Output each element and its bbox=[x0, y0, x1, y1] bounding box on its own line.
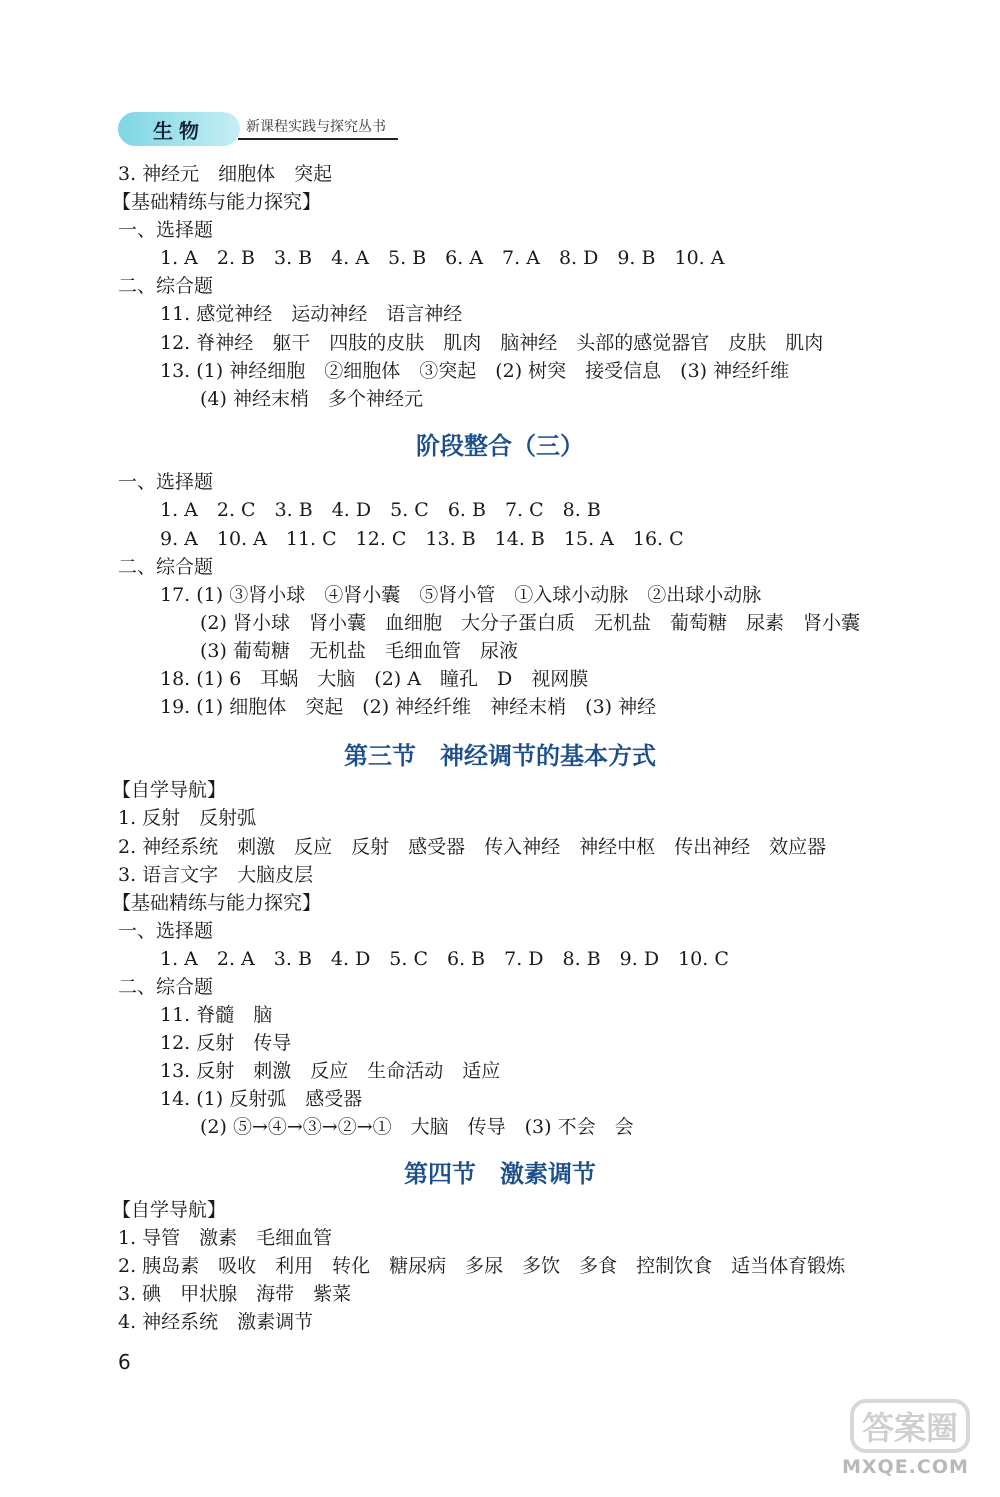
answer-line: 13. 反射 刺激 反应 生命活动 适应 bbox=[160, 1060, 501, 1082]
subject-badge: 生物 bbox=[118, 112, 240, 146]
answer-line: 3. 语言文字 大脑皮层 bbox=[118, 864, 314, 886]
answer-line: (3) 葡萄糖 无机盐 毛细血管 尿液 bbox=[200, 640, 518, 662]
answer-line: (4) 神经末梢 多个神经元 bbox=[200, 388, 423, 410]
answer-line: 17. (1) ③肾小球 ④肾小囊 ⑤肾小管 ①入球小动脉 ②出球小动脉 bbox=[160, 584, 762, 606]
heading-section-4: 第四节 激素调节 bbox=[404, 1160, 596, 1188]
answer-line: 2. 神经系统 刺激 反应 反射 感受器 传入神经 神经中枢 传出神经 效应器 bbox=[118, 836, 827, 858]
question-type: 一、选择题 bbox=[118, 920, 214, 942]
section-label: 【自学导航】 bbox=[112, 1199, 227, 1221]
answer-line: 3. 碘 甲状腺 海带 紫菜 bbox=[118, 1283, 352, 1305]
answer-line: 1. A 2. C 3. B 4. D 5. C 6. B 7. C 8. B bbox=[160, 499, 601, 521]
svg-text:答案圈: 答案圈 bbox=[861, 1409, 959, 1447]
series-title: 新课程实践与探究丛书 bbox=[246, 119, 386, 135]
answer-line: 1. A 2. B 3. B 4. A 5. B 6. A 7. A 8. D 9. B 10. A bbox=[160, 247, 725, 269]
watermark-url: MXQE.COM bbox=[842, 1456, 969, 1478]
answer-line: 19. (1) 细胞体 突起 (2) 神经纤维 神经末梢 (3) 神经 bbox=[160, 696, 657, 718]
answer-line: 3. 神经元 细胞体 突起 bbox=[118, 163, 333, 185]
page-number: 6 bbox=[118, 1350, 131, 1374]
answer-line: 2. 胰岛素 吸收 利用 转化 糖尿病 多尿 多饮 多食 控制饮食 适当体育锻炼 bbox=[118, 1255, 846, 1277]
answer-line: 12. 反射 传导 bbox=[160, 1032, 292, 1054]
answer-line: 9. A 10. A 11. C 12. C 13. B 14. B 15. A 16. C bbox=[160, 528, 684, 550]
question-type: 二、综合题 bbox=[118, 976, 214, 998]
answer-line: 18. (1) 6 耳蜗 大脑 (2) A 瞳孔 D 视网膜 bbox=[160, 668, 589, 690]
question-type: 二、综合题 bbox=[118, 275, 214, 297]
answer-line: 11. 脊髓 脑 bbox=[160, 1004, 273, 1026]
answer-line: 1. 反射 反射弧 bbox=[118, 807, 257, 829]
answer-line: (2) ⑤→④→③→②→① 大脑 传导 (3) 不会 会 bbox=[200, 1116, 634, 1138]
answer-line: 11. 感觉神经 运动神经 语言神经 bbox=[160, 303, 463, 325]
section-label: 【基础精练与能力探究】 bbox=[112, 892, 322, 914]
header-rule bbox=[238, 138, 398, 140]
answer-line: 14. (1) 反射弧 感受器 bbox=[160, 1088, 363, 1110]
answer-line: (2) 肾小球 肾小囊 血细胞 大分子蛋白质 无机盐 葡萄糖 尿素 肾小囊 bbox=[200, 612, 860, 634]
answer-line: 1. A 2. A 3. B 4. D 5. C 6. B 7. D 8. B 9. D 10. C bbox=[160, 948, 729, 970]
answer-line: 4. 神经系统 激素调节 bbox=[118, 1311, 314, 1333]
question-type: 一、选择题 bbox=[118, 471, 214, 493]
answer-line: 1. 导管 激素 毛细血管 bbox=[118, 1227, 333, 1249]
heading-stage-review: 阶段整合（三） bbox=[416, 432, 584, 460]
question-type: 二、综合题 bbox=[118, 556, 214, 578]
watermark-logo bbox=[850, 1395, 970, 1455]
answer-line: 13. (1) 神经细胞 ②细胞体 ③突起 (2) 树突 接受信息 (3) 神经纤维 bbox=[160, 360, 790, 382]
section-label: 【自学导航】 bbox=[112, 779, 227, 801]
heading-section-3: 第三节 神经调节的基本方式 bbox=[344, 742, 656, 770]
answer-line: 12. 脊神经 躯干 四肢的皮肤 肌肉 脑神经 头部的感觉器官 皮肤 肌肉 bbox=[160, 332, 824, 354]
question-type: 一、选择题 bbox=[118, 219, 214, 241]
section-label: 【基础精练与能力探究】 bbox=[112, 191, 322, 213]
